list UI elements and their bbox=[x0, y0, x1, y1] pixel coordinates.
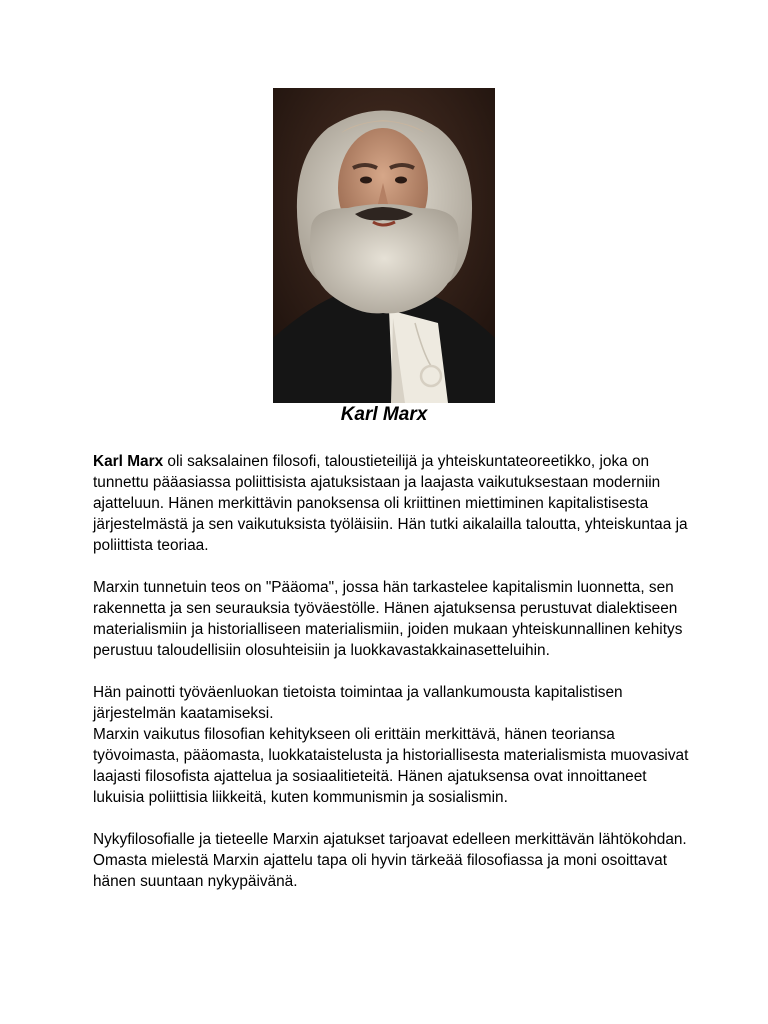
paragraph-2: Marxin tunnetuin teos on "Pääoma", jossa hän tarkastelee kapitalismin luonnetta, sen rakennetta ja sen seurauksia työväestölle. Hänen ajatuksensa perustuvat dialektiseen materialismiin ja historialliseen materialismiin, joiden mukaan yhteiskunnallinen kehitys perustuu taloudellisiin olosuhteisiin ja luokkavastakkainasetteluihin. bbox=[93, 579, 683, 659]
image-caption: Karl Marx bbox=[340, 404, 428, 425]
paragraph-1 bbox=[93, 451, 693, 556]
article-body bbox=[93, 451, 693, 913]
subject-name: Karl Marx bbox=[93, 453, 164, 470]
paragraph-3-line-1: Hän painotti työväenluokan tietoista toimintaa ja vallankumousta kapitalistisen järjestelmän kaatamiseksi. bbox=[93, 684, 623, 722]
paragraph-3 bbox=[93, 682, 693, 808]
portrait-icon bbox=[273, 88, 495, 403]
karl-marx-portrait-image bbox=[273, 88, 495, 403]
paragraph-3-line-2: Marxin vaikutus filosofian kehitykseen oli erittäin merkittävä, hänen teoriansa työvoimasta, pääomasta, luokkataistelusta ja historiallisesta materialismista muovasivat laajasti filosofista ajattelua ja sosiaalitieteitä. Hänen ajatuksensa ovat innoittaneet lukuisia poliittisia liikkeitä, kuten kommunismin ja sosialismin. bbox=[93, 726, 689, 806]
paragraph-4: Nykyfilosofialle ja tieteelle Marxin ajatukset tarjoavat edelleen merkittävän lähtökohdan. Omasta mielestä Marxin ajattelu tapa oli hyvin tärkeää filosofiassa ja moni osoittavat hänen suuntaan nykypäivänä. bbox=[93, 831, 687, 890]
paragraph-1-text: oli saksalainen filosofi, taloustieteilijä ja yhteiskuntateoreetikko, joka on tunnettu pääasiassa poliittisista ajatuksistaan ja laajasta vaikutuksestaan moderniin ajatteluun. Hänen merkittävin panoksensa oli kriittinen miettiminen kapitalistisesta järjestelmästä ja sen vaikutuksista työläisiin. Hän tutki aikalailla taloutta, yhteiskuntaa ja poliittista teoriaa. bbox=[93, 453, 688, 554]
